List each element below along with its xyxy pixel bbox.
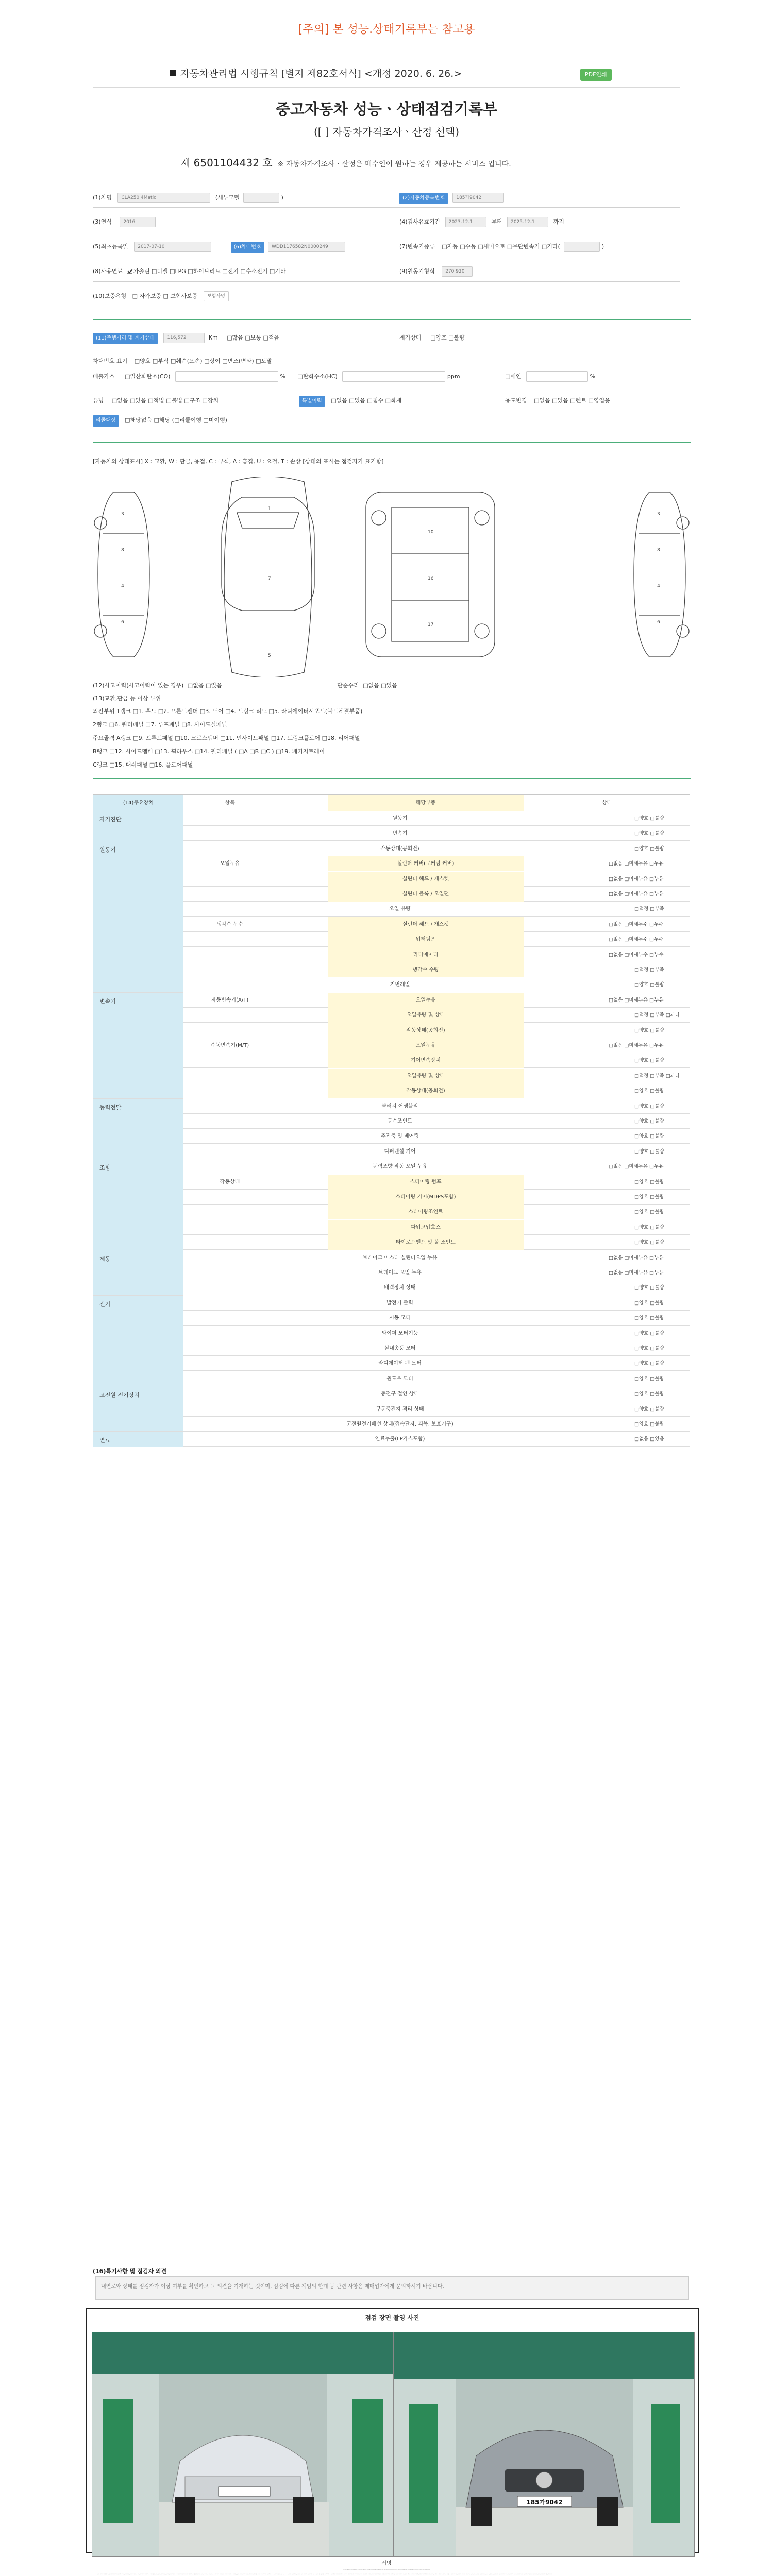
item-cell: 냉각수 누수 bbox=[216, 921, 243, 927]
part-cell: 커먼레일 bbox=[390, 982, 410, 988]
tuning-row bbox=[93, 395, 219, 406]
footer-line: ○ 자동차 성능·상태점검자는 보증책임을 이행하기 위하여 보증보험에 가입할 수 있습니다. bbox=[239, 2574, 260, 2575]
vin-marking-options[interactable]: □양호 □부식 □훼손(오손) □상이 □변조(변타) □도말 bbox=[134, 358, 272, 364]
engine-type-label: (9)원동기형식 bbox=[399, 268, 435, 275]
svg-text:1: 1 bbox=[268, 506, 271, 512]
usage-change-options[interactable]: □없음 □있음 □렌트 □영업용 bbox=[534, 397, 610, 404]
mileage-field[interactable]: 116,572 bbox=[163, 333, 205, 343]
trans-other-field[interactable] bbox=[564, 242, 600, 252]
photo-rear-art bbox=[92, 2332, 393, 2557]
special-history-label: 특별이력 bbox=[299, 396, 325, 407]
recall-row bbox=[93, 415, 227, 426]
part-cell: 라디에이터 팬 모터 bbox=[378, 1361, 422, 1367]
section-label: 자기진단 bbox=[99, 816, 122, 823]
car-name-row: (1)차명 CLA250 4Matic (세부모델 ) bbox=[93, 192, 283, 204]
state-options[interactable]: □양호 □불량 bbox=[634, 1406, 664, 1412]
item-cell: 작동상태 bbox=[220, 1179, 240, 1185]
part-cell: 실내송풍 모터 bbox=[384, 1346, 416, 1351]
row-divider bbox=[93, 207, 680, 208]
inspection-photo-front[interactable] bbox=[393, 2332, 695, 2557]
car-name-label: (1)차명 bbox=[93, 194, 112, 201]
state-options[interactable]: □적정 □부족 bbox=[634, 967, 664, 973]
svg-text:8: 8 bbox=[657, 548, 660, 553]
car-left-doors bbox=[103, 533, 144, 616]
section-label: 동력전달 bbox=[99, 1104, 122, 1111]
state-options[interactable]: □없음 □미세누유 □누유 bbox=[609, 1270, 664, 1276]
fuel-row bbox=[93, 266, 285, 277]
state-options[interactable]: □없음 □미세누유 □누유 bbox=[609, 876, 664, 882]
grid-row-4[interactable]: B랭크 □12. 사이드멤버 □13. 휠하우스 □14. 필러패널 ( □A □B □C ) □19. 패키지트레이 bbox=[93, 748, 325, 755]
state-options[interactable]: □양호 □불량 bbox=[634, 1391, 664, 1397]
part-cell: 클러치 어셈블리 bbox=[381, 1103, 418, 1109]
state-options[interactable]: □양호 □불량 bbox=[634, 1330, 664, 1336]
footer-line: ○ 화재: 자동차의 실내 및 엔진룸 등이 화재로 인하여 손상된 상태 bbox=[537, 2574, 552, 2575]
law-text: 자동차관리법 시행규칙 [별지 제82호서식] <개정 2020. 6. 26.> bbox=[180, 68, 462, 79]
footer-line: 5. 성능·상태점검은 육안으로 확인할 수 있는 범위 내에서 점검하는 것으로 차량 분해 점검은 하지 않습니다. bbox=[441, 2574, 465, 2575]
state-options[interactable]: □양호 □불량 bbox=[634, 1224, 664, 1230]
co-unit: % bbox=[280, 373, 285, 380]
svg-text:10: 10 bbox=[428, 530, 434, 535]
section-label: 조향 bbox=[99, 1164, 111, 1172]
trans-row: (7)변속기종류 □자동 □수동 □세미오토 □무단변속기 □기타( ) bbox=[399, 241, 604, 252]
part-cell: 오일누유 bbox=[328, 1038, 524, 1053]
section-divider bbox=[93, 778, 691, 779]
state-options[interactable]: □없음 □미세누유 □누유 bbox=[609, 1255, 664, 1261]
svg-text:4: 4 bbox=[657, 584, 660, 589]
state-options[interactable]: □양호 □불량 bbox=[634, 1058, 664, 1064]
part-cell: 냉각수 수량 bbox=[328, 962, 524, 977]
part-cell: 동력조향 작동 오일 누유 bbox=[372, 1164, 428, 1170]
svg-text:3: 3 bbox=[121, 512, 124, 517]
state-options[interactable]: □없음 □미세누유 □누유 bbox=[609, 861, 664, 867]
diagram-legend: [자동차의 상태표시] X : 교환, W : 판금, 용접, C : 부식, A : 흠집, U : 요철, T : 손상 [상태의 표시는 점검자가 표기함] bbox=[93, 458, 384, 465]
footer-line: ○ 침수: 자동차의 실내가 수면에 잠겨 바닥부 및 전장품이 손상된 상태 bbox=[522, 2574, 538, 2575]
co-field[interactable] bbox=[175, 371, 278, 382]
first-reg-field[interactable]: 2017-07-10 bbox=[134, 242, 211, 252]
part-cell: 라디에이터 bbox=[328, 947, 524, 962]
tuning-label: 튜닝 bbox=[93, 397, 104, 404]
smoke-unit: % bbox=[590, 373, 596, 380]
state-options[interactable]: □없음 □미세누유 □누유 bbox=[609, 997, 664, 1003]
hc-unit: ppm bbox=[447, 373, 460, 380]
part-cell: 등속조인트 bbox=[387, 1118, 413, 1124]
item-cell: 오일누유 bbox=[220, 861, 240, 867]
section-cell bbox=[93, 1250, 183, 1296]
state-options[interactable]: □없음 □미세누수 □누수 bbox=[609, 921, 664, 927]
footer-line: ○ 부식: 자동차의 차체 표면 또는 주요골격 부위의 강판에 생긴 녹 bbox=[507, 2574, 522, 2575]
section-label: 제동 bbox=[99, 1255, 111, 1262]
square-bullet-icon bbox=[170, 70, 176, 76]
svg-text:8: 8 bbox=[121, 548, 124, 553]
part-cell: 디퍼렌셜 기어 bbox=[384, 1148, 416, 1155]
warranty-row bbox=[93, 291, 229, 302]
part-cell: 고전원전기배선 상태(접속단자, 피복, 보호기구) bbox=[346, 1421, 453, 1427]
part-cell: 추진축 및 베어링 bbox=[381, 1133, 419, 1140]
footer-line: ○ 자동차 성능·상태점검자가 거짓으로 성능·상태점검을 하거나 점검한 내용과 다르게 자동차 성능·상태점검기록부를 발급하여 매수인에게 손해가 발생한 경우 그 손해를 배상할 책임을 집니다. bbox=[157, 2574, 200, 2575]
emission-row bbox=[93, 371, 460, 382]
part-cell: 변속기 bbox=[392, 831, 408, 837]
section-divider bbox=[93, 319, 691, 320]
part-cell: 시동 모터 bbox=[389, 1315, 411, 1321]
section-cell bbox=[93, 993, 183, 1099]
section-cell bbox=[93, 1432, 183, 1447]
state-options[interactable]: □없음 □있음 bbox=[634, 1436, 664, 1443]
part-cell: 파워고압호스 bbox=[328, 1220, 524, 1235]
state-options[interactable]: □양호 □불량 bbox=[634, 1103, 664, 1109]
inspection-photo-rear[interactable] bbox=[92, 2332, 393, 2557]
footer-line: - 자동차365 ▶ 자동차 이력조회 ▶ 매매용차량조회 ▶ 자동차등록번호 입력 bbox=[312, 2574, 329, 2575]
state-options[interactable]: □양호 □불량 bbox=[634, 1194, 664, 1200]
hc-field[interactable] bbox=[342, 371, 445, 382]
header-item: 항목 bbox=[225, 800, 235, 806]
table-header bbox=[93, 795, 690, 811]
license-plate: 185가9042 bbox=[526, 2499, 563, 2506]
section-cell bbox=[93, 1099, 183, 1160]
part-cell: 실린더 헤드 / 개스켓 bbox=[328, 917, 524, 932]
svg-text:6: 6 bbox=[657, 620, 660, 625]
section-label: 변속기 bbox=[99, 997, 116, 1005]
svg-text:3: 3 bbox=[657, 512, 660, 517]
trans-options[interactable]: □자동 □수동 □세미오토 □무단변속기 □기타( bbox=[442, 243, 560, 250]
part-cell: 오일누유 bbox=[328, 993, 524, 1008]
grid-row-1[interactable]: 외판부위 1랭크 □1. 후드 □2. 프론트펜더 □3. 도어 □4. 트렁크 리드 □5. 라디에이터서포트(볼트체결부품) bbox=[93, 708, 363, 715]
part-cell: 워터펌프 bbox=[328, 932, 524, 947]
section-cell bbox=[93, 811, 183, 841]
tire-icon bbox=[372, 511, 386, 525]
grid-row-5[interactable]: C랭크 □15. 대쉬패널 □16. 플로어패널 bbox=[93, 761, 193, 768]
tire-icon bbox=[475, 511, 489, 525]
item-cell: 수동변속기(M/T) bbox=[210, 1043, 249, 1048]
item-cell: 자동변속기(A/T) bbox=[211, 997, 249, 1003]
tuning-options[interactable]: □없음 □있음 □적법 □불법 □구조 □장치 bbox=[111, 397, 219, 404]
state-options[interactable]: □양호 □불량 bbox=[634, 1118, 664, 1124]
vin-field[interactable]: WDD1176582N0000249 bbox=[268, 242, 345, 252]
state-options[interactable]: □없음 □미세누유 □누유 bbox=[609, 1043, 664, 1048]
footer-line: ○ 누유(누수): 해당부위에서 오일(냉각수)이 맺혀서 떨어지는 상태 bbox=[492, 2574, 507, 2575]
smoke-option[interactable]: □매연 bbox=[505, 373, 522, 380]
part-cell: 충전구 절연 상태 bbox=[381, 1391, 419, 1397]
row-divider bbox=[93, 281, 680, 282]
part-cell: 실린더 커버(로커암 커버) bbox=[328, 856, 524, 871]
part-cell: 기어변속장치 bbox=[328, 1053, 524, 1068]
header-device: (14)주요장치 bbox=[93, 795, 183, 811]
car-right-side-outline bbox=[634, 492, 685, 657]
inspect-to-field[interactable]: 2025-12-1 bbox=[507, 217, 548, 227]
state-options[interactable]: □양호 □불량 bbox=[634, 982, 664, 988]
tire-icon bbox=[372, 624, 386, 638]
part-cell: 배력장치 상태 bbox=[384, 1285, 416, 1291]
smoke-row bbox=[505, 371, 595, 382]
gauge-label: 계기상태 bbox=[399, 334, 422, 341]
state-options[interactable]: □없음 □미세누유 □누유 bbox=[609, 1164, 664, 1170]
pdf-print-button[interactable]: PDF인쇄 bbox=[580, 69, 612, 81]
accident-label: (12)사고이력(사고이력이 있는 경우) bbox=[93, 682, 184, 689]
part-cell: 오일유량 및 상태 bbox=[328, 1008, 524, 1023]
svg-text:4: 4 bbox=[121, 584, 124, 589]
part-cell: 타이로드엔드 및 볼 조인트 bbox=[328, 1235, 524, 1250]
state-options[interactable]: □양호 □불량 bbox=[634, 1346, 664, 1351]
mileage-unit: Km bbox=[208, 334, 218, 341]
section-divider bbox=[93, 442, 691, 443]
state-options[interactable]: □없음 □미세누유 □누유 bbox=[609, 891, 664, 897]
state-options[interactable]: □양호 □불량 bbox=[634, 1133, 664, 1140]
state-options[interactable]: □적정 □부족 □과다 bbox=[634, 1012, 680, 1019]
part-cell: 와이퍼 모터기능 bbox=[381, 1330, 418, 1336]
year-field[interactable]: 2016 bbox=[120, 217, 156, 227]
detail-model-field[interactable] bbox=[243, 193, 279, 203]
part-cell: 스티어링조인트 bbox=[328, 1205, 524, 1219]
vin-label: (6)차대번호 bbox=[231, 242, 264, 253]
photo-title: 점검 장면 촬영 사진 bbox=[365, 2314, 419, 2321]
part-cell: 오일유량 및 상태 bbox=[328, 1069, 524, 1083]
state-options[interactable]: □양호 □불량 bbox=[634, 1300, 664, 1306]
page-title: 중고자동차 성능ㆍ상태점검기록부 bbox=[275, 100, 498, 118]
sign-caption: 서명 bbox=[381, 2561, 392, 2566]
footer-line: 4. 성·사고이력 인정은 사고로 자동차 주요 골격 부위의 판금, 용접수리 및 교환이 있는 경우로 한정합니다. 단, 쿼터패널, 루프패널, 사이드실패널 부위는 절단, 용접 시에만 사고로 표기합니다. bbox=[398, 2574, 441, 2575]
special-row bbox=[299, 395, 401, 406]
car-windshield bbox=[237, 513, 299, 528]
warranty-type-options[interactable]: □ 자가보증 □ 보험사보증 bbox=[132, 293, 198, 299]
svg-text:17: 17 bbox=[428, 622, 434, 628]
footer-line: ○ 미세누유(미세누수): 해당부위에 오일(냉각수)이 비치는 정도로서 부품 노후로 인한 현상 bbox=[471, 2574, 492, 2575]
state-options[interactable]: □양호 □불량 bbox=[634, 1240, 664, 1246]
part-cell: 작동상태(공회전) bbox=[328, 1083, 524, 1098]
accident-row bbox=[93, 680, 397, 691]
simple-repair-options[interactable]: □없음 □있음 bbox=[363, 682, 397, 689]
state-options[interactable]: □양호 □불량 bbox=[634, 1285, 664, 1291]
record-number-value: 제 6501104432 호 bbox=[180, 157, 273, 169]
notes-box[interactable]: 내연로와 상태를 점검자가 이상 여부를 확인하고 그 의견을 기재하는 것이며, 점검에 따른 책임의 한계 등 관련 사항은 매매업자에게 문의하시기 바랍니다. bbox=[95, 2276, 689, 2300]
part-cell: 실린더 헤드 / 개스켓 bbox=[328, 872, 524, 887]
part-cell: 스티어링 기어(MDPS포함) bbox=[328, 1190, 524, 1205]
accident-options[interactable]: □없음 □있음 bbox=[187, 682, 222, 689]
hc-option[interactable]: □탄화수소(HC) bbox=[297, 373, 338, 380]
inspect-mid-label: 부터 bbox=[491, 218, 502, 225]
part-cell: 오일 유량 bbox=[389, 906, 411, 912]
part-cell: 연료누출(LP가스포함) bbox=[375, 1436, 425, 1443]
state-options[interactable]: □적정 □부족 □과다 bbox=[634, 1073, 680, 1079]
section-cell bbox=[93, 1296, 183, 1386]
section-cell bbox=[93, 841, 183, 993]
photo-front-art bbox=[394, 2332, 695, 2557]
car-diagram[interactable] bbox=[93, 477, 691, 677]
car-right-doors bbox=[639, 533, 680, 616]
first-reg-row bbox=[93, 241, 345, 252]
state-options[interactable]: □없음 □미세누수 □누수 bbox=[609, 937, 664, 943]
footer-line: 3. 성능·상태점검자가 자동차매매업자로부터 발급받은 성능·상태점검기록부를 거짓으로 작성한 경우 ｢자동차관리법｣ 제21조에 따라 행정처분될 수 있습니다. bbox=[362, 2574, 398, 2575]
tire-icon bbox=[94, 625, 107, 637]
inspect-end-label: 까지 bbox=[553, 218, 564, 225]
co-option[interactable]: □일산화탄소(CO) bbox=[125, 373, 171, 380]
svg-text:16: 16 bbox=[428, 576, 434, 581]
first-reg-label: (5)최초등록일 bbox=[93, 243, 128, 250]
part-cell: 작동상태(공회전) bbox=[328, 1023, 524, 1038]
fuel-checkbox-icon[interactable] bbox=[127, 268, 132, 274]
part-cell: 브레이크 오일 누유 bbox=[378, 1270, 422, 1276]
detail-model-label: (세부모델 bbox=[215, 194, 240, 201]
footer-line: - 자동차365 ▶ 자동차 실매물조회 ▶ 차량번호 입력 bbox=[300, 2574, 313, 2575]
tire-icon bbox=[677, 625, 689, 637]
grid-row-2[interactable]: 2랭크 □6. 쿼터패널 □7. 루프패널 □8. 사이드실패널 bbox=[93, 721, 227, 728]
part-cell: 구동축전지 격리 상태 bbox=[376, 1406, 424, 1412]
inspection-table bbox=[93, 794, 690, 1446]
part-cell: 원동기 bbox=[392, 816, 408, 821]
usage-row bbox=[505, 395, 610, 406]
recall-options[interactable]: □해당없음 □해당 (□리콜이행 □미이행) bbox=[125, 417, 227, 423]
emission-label: 배출가스 bbox=[93, 373, 115, 380]
svg-text:5: 5 bbox=[268, 653, 271, 658]
footer-line: 6. 체크항목 판단기준(예시) bbox=[465, 2574, 472, 2575]
page-subtitle: ([ ] 자동차가격조사ㆍ산정 선택) bbox=[313, 126, 460, 138]
state-options[interactable]: □양호 □불량 bbox=[634, 831, 664, 837]
header-part: 해당부품 bbox=[328, 795, 524, 811]
section-label: 고전원 전기장치 bbox=[99, 1392, 140, 1399]
record-number bbox=[180, 155, 511, 170]
svg-text:6: 6 bbox=[121, 620, 124, 625]
tire-icon bbox=[475, 624, 489, 638]
photo-frame bbox=[86, 2308, 699, 2553]
state-options[interactable]: □양호 □불량 bbox=[634, 1315, 664, 1321]
year-row bbox=[93, 216, 156, 228]
part-cell: 작동상태(공회전) bbox=[380, 845, 419, 852]
inspect-from-field[interactable]: 2023-12-1 bbox=[445, 217, 486, 227]
section-cell bbox=[93, 1386, 183, 1432]
plate-field[interactable]: 185가9042 bbox=[452, 193, 504, 203]
grid-row-3[interactable]: 주요골격 A랭크 □9. 프론트패널 □10. 크로스멤버 □11. 인사이드패널 □17. 트렁크플로어 □18. 리어패널 bbox=[93, 735, 360, 741]
state-options[interactable]: □양호 □불량 bbox=[634, 1209, 664, 1215]
warning-notice: [주의] 본 성능.상태기록부는 참고용 bbox=[298, 23, 475, 36]
state-options[interactable]: □양호 □불량 bbox=[634, 816, 664, 821]
state-options[interactable]: □양호 □불량 bbox=[634, 1148, 664, 1155]
footer-line: ○ 자동차인도일부터 보증기간은 ( 30 )일, 보증거리는 ( 2000 )Km이며 보증기간은 30일 이상, 보증거리는 2천킬로미터 이상이어야 하며, 그 중 먼저 도래한 것을 적용합니다. bbox=[200, 2574, 240, 2575]
state-options[interactable]: □양호 □불량 bbox=[634, 1027, 664, 1033]
warranty-type-label: (10)보증유형 bbox=[93, 293, 127, 299]
inspect-label: (4)검사유효기간 bbox=[399, 218, 441, 225]
state-options[interactable]: □양호 □불량 bbox=[634, 845, 664, 852]
section-label: 원동기 bbox=[99, 846, 116, 853]
svg-text:7: 7 bbox=[268, 576, 271, 581]
footer-line: 1. ○ 자동차 매매업자는 성능·상태점검기록부(자동차 가격조사·산정 부분을 제외)에 기재된 내용을 고지하지 아니하거나 거짓으로 고지함으로써 매수인에게 재산상 손해가 발생한 경우에는 그 손해를 배상할 책임을 집니다. bbox=[108, 2574, 158, 2575]
vin-marking-label: 차대번호 표기 bbox=[93, 358, 128, 364]
section-cell bbox=[93, 1159, 183, 1250]
state-options[interactable]: □양호 □불량 bbox=[634, 1361, 664, 1367]
usage-change-label: 용도변경 bbox=[505, 397, 527, 404]
car-front-outline bbox=[222, 497, 314, 611]
law-reference bbox=[170, 66, 462, 80]
state-options[interactable]: □적정 □부족 bbox=[634, 906, 664, 912]
trans-label: (7)변속기종류 bbox=[399, 243, 435, 250]
footer-line: ※ 중고자동차성능ㆍ상태점검자의 보증에 관한 사항 등 bbox=[95, 2574, 108, 2575]
mileage-row bbox=[93, 332, 279, 344]
part-cell: 실린더 블록 / 오일팬 bbox=[328, 887, 524, 902]
state-options[interactable]: □양호 □불량 bbox=[634, 1088, 664, 1094]
insurer-button[interactable]: 보험사명 bbox=[204, 291, 229, 301]
notes-title: (16)특기사항 및 점검자 의견 bbox=[93, 2268, 167, 2275]
footer-line: ▶ 자동차365(www.car365.go.kr)에서 실매물 조회 및 정비이력 확인을 할 수 있습니다. bbox=[280, 2574, 301, 2575]
plate-label: (2)자동차등록번호 bbox=[399, 193, 448, 204]
gauge-row bbox=[399, 332, 465, 344]
fuel-options[interactable]: 가솔린 □디젤 □LPG □하이브리드 □전기 □수소전기 □기타 bbox=[133, 268, 286, 275]
header-state: 상태 bbox=[601, 800, 612, 806]
part-cell: 발전기 출력 bbox=[386, 1300, 413, 1306]
car-frame-members bbox=[392, 507, 469, 641]
state-options[interactable]: □없음 □미세누수 □누수 bbox=[609, 952, 664, 958]
footer-line: 2. 중고자동차의 주행거리 등이 실제와 다르게 표기된 경우에는 자동차관리법 제80조에 따라 2년 이하의 징역 또는 2천만원 이하의 벌금에 처합니다. bbox=[329, 2574, 363, 2575]
vin-marking-row bbox=[93, 355, 272, 367]
simple-repair-label: 단순수리 bbox=[337, 682, 359, 689]
header-divider bbox=[93, 87, 680, 88]
footer-block bbox=[95, 2571, 688, 2576]
state-options[interactable]: □양호 □불량 bbox=[634, 1376, 664, 1382]
year-label: (3)연식 bbox=[93, 218, 112, 225]
smoke-field[interactable] bbox=[526, 371, 588, 382]
state-options[interactable]: □양호 □불량 bbox=[634, 1421, 664, 1427]
state-options[interactable]: □양호 □불량 bbox=[634, 1179, 664, 1185]
car-frame-outline bbox=[366, 492, 495, 657]
recall-label: 리콜대상 bbox=[93, 415, 119, 427]
engine-row bbox=[399, 266, 473, 277]
car-left-side-outline bbox=[98, 492, 149, 657]
exterior-label-row: (13)교환,판금 등 이상 부위 bbox=[93, 695, 161, 702]
part-cell: 스티어링 펌프 bbox=[328, 1175, 524, 1190]
plate-row bbox=[399, 192, 504, 204]
part-cell: 윈도우 모터 bbox=[386, 1376, 413, 1382]
section-label: 연료 bbox=[99, 1437, 111, 1444]
mileage-label: (11)주행거리 및 계기상태 bbox=[93, 333, 158, 344]
gauge-state-options[interactable]: □양호 □불량 bbox=[430, 334, 465, 341]
engine-type-field[interactable]: 270 920 bbox=[442, 266, 473, 277]
mileage-state-options[interactable]: □많음 □보통 □적음 bbox=[227, 334, 280, 341]
footer-line: ○ 자동차의 리콜에 관한 사항은 자동차리콜센터(www.car.go.kr)에서 확인할 수 있습니다. bbox=[260, 2574, 281, 2575]
inspect-row bbox=[399, 216, 564, 228]
record-number-note: ※ 자동차가격조사ㆍ산정은 매수인이 원하는 경우 제공하는 서비스 입니다. bbox=[277, 160, 511, 168]
car-name-field[interactable]: CLA250 4Matic bbox=[117, 193, 210, 203]
special-history-options[interactable]: □없음 □있음 □침수 □화재 bbox=[331, 397, 402, 404]
section-label: 전기 bbox=[99, 1300, 111, 1308]
part-cell: 브레이크 마스터 실린더오일 누유 bbox=[362, 1255, 438, 1261]
fuel-label: (8)사용연료 bbox=[93, 268, 123, 275]
